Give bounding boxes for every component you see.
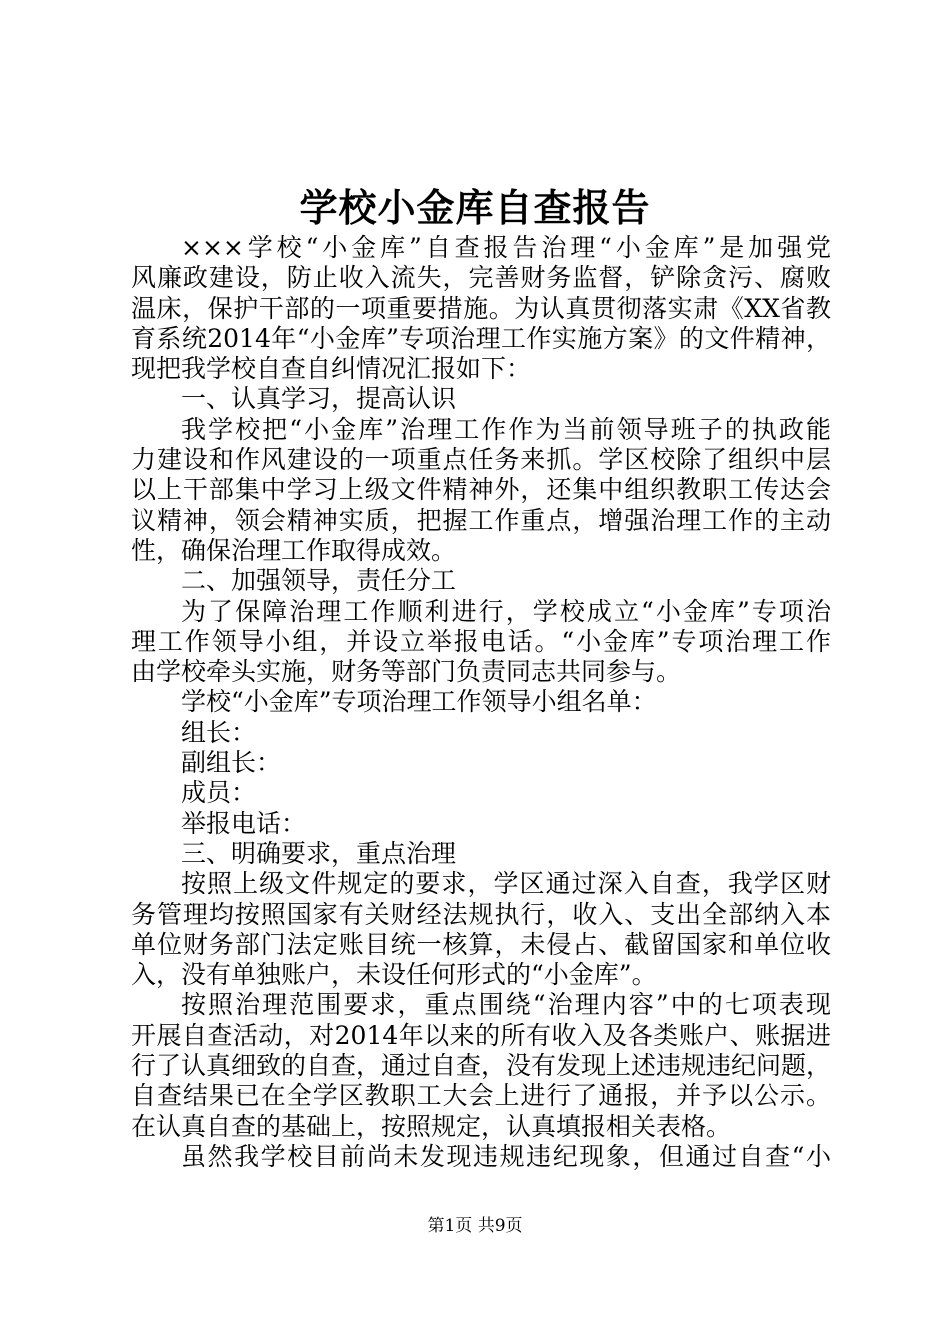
body-line: 虽然我学校目前尚未发现违规违纪现象，但通过自查“小 bbox=[181, 1141, 831, 1171]
body-line: ×××学校“小金库”自查报告治理“小金库”是加强党 bbox=[181, 233, 831, 262]
body-line: 行了认真细致的自查，通过自查，没有发现上述违规违纪问题， bbox=[131, 1051, 831, 1081]
body-line: 单位财务部门法定账目统一核算，未侵占、截留国家和单位收 bbox=[131, 929, 831, 959]
hotline-label: 举报电话： bbox=[181, 808, 307, 838]
body-line: 学校“小金库”专项治理工作领导小组名单： bbox=[181, 687, 657, 717]
body-line: 为了保障治理工作顺利进行，学校成立“小金库”专项治 bbox=[181, 596, 831, 626]
group-leader-label: 组长： bbox=[181, 717, 257, 747]
section-heading: 一、认真学习，提高认识 bbox=[181, 384, 457, 414]
body-line: 由学校牵头实施，财务等部门负责同志共同参与。 bbox=[131, 657, 682, 687]
body-line: 育系统2014年“小金库”专项治理工作实施方案》的文件精神， bbox=[131, 323, 831, 353]
body-line: 按照治理范围要求，重点围绕“治理内容”中的七项表现 bbox=[181, 990, 831, 1020]
document-body bbox=[131, 233, 831, 1172]
section-heading: 二、加强领导，责任分工 bbox=[181, 566, 457, 596]
deputy-leader-label: 副组长： bbox=[181, 748, 282, 778]
body-line: 议精神，领会精神实质，把握工作重点，增强治理工作的主动 bbox=[131, 505, 831, 535]
body-line: 现把我学校自查自纠情况汇报如下： bbox=[131, 354, 532, 384]
body-line: 按照上级文件规定的要求，学区通过深入自查，我学区财 bbox=[181, 869, 831, 899]
section-heading: 三、明确要求，重点治理 bbox=[181, 838, 457, 868]
body-line: 入，没有单独账户，未设任何形式的“小金库”。 bbox=[131, 960, 657, 990]
body-line: 性，确保治理工作取得成效。 bbox=[131, 535, 457, 565]
body-line: 开展自查活动，对2014年以来的所有收入及各类账户、账据进 bbox=[131, 1020, 831, 1050]
body-line: 务管理均按照国家有关财经法规执行，收入、支出全部纳入本 bbox=[131, 899, 831, 929]
body-line: 风廉政建设，防止收入流失，完善财务监督，铲除贪污、腐败 bbox=[131, 263, 831, 293]
document-title: 学校小金库自查报告 bbox=[299, 185, 651, 230]
members-label: 成员： bbox=[181, 778, 257, 808]
body-line: 自查结果已在全学区教职工大会上进行了通报，并予以公示。 bbox=[131, 1081, 831, 1111]
body-line: 力建设和作风建设的一项重点任务来抓。学区校除了组织中层 bbox=[131, 445, 831, 475]
body-line: 在认真自查的基础上，按照规定，认真填报相关表格。 bbox=[131, 1111, 732, 1141]
page-number: 第1页 共9页 bbox=[427, 1216, 523, 1236]
body-line: 理工作领导小组，并设立举报电话。“小金库”专项治理工作 bbox=[131, 626, 831, 656]
body-line: 以上干部集中学习上级文件精神外，还集中组织教职工传达会 bbox=[131, 475, 831, 505]
body-line: 我学校把“小金库”治理工作作为当前领导班子的执政能 bbox=[181, 414, 831, 444]
body-line: 温床，保护干部的一项重要措施。为认真贯彻落实肃《XX省教 bbox=[131, 293, 831, 323]
